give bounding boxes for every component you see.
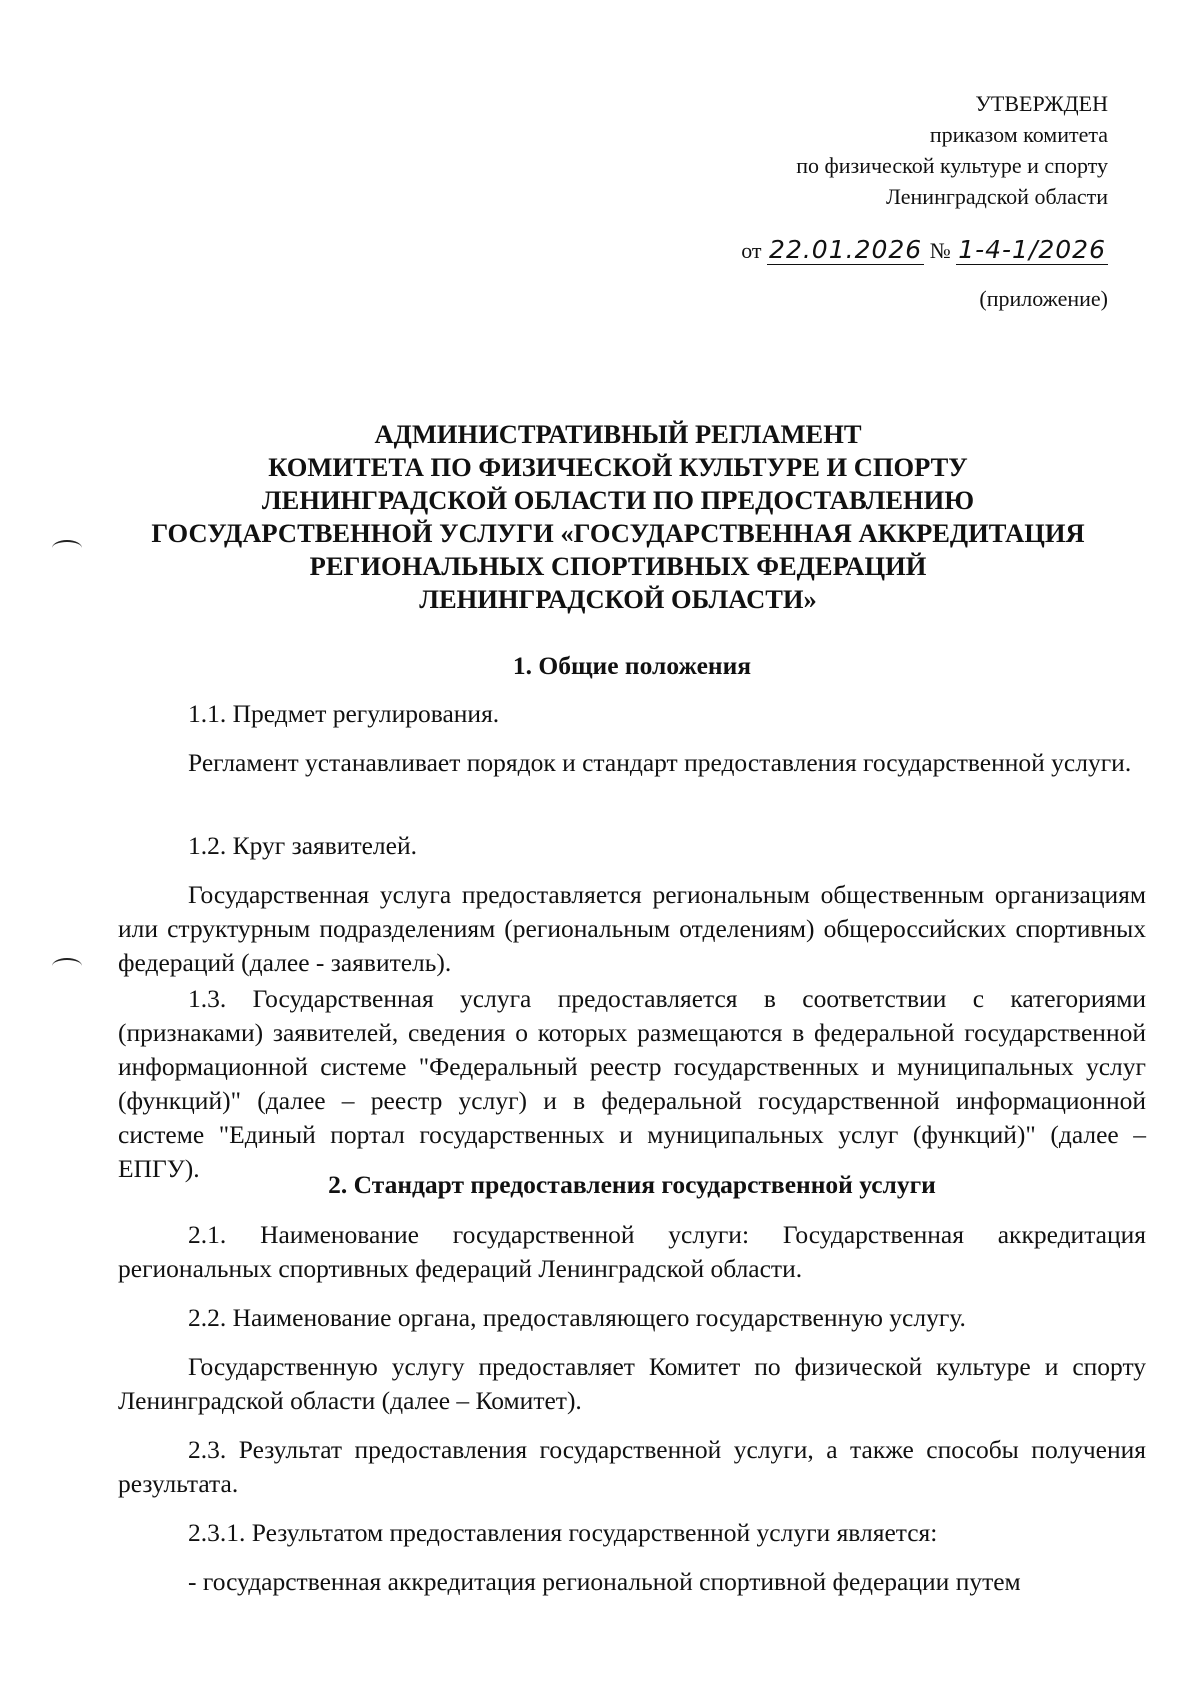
title-line-4: ГОСУДАРСТВЕННОЙ УСЛУГИ «ГОСУДАРСТВЕННАЯ АККРЕДИТАЦИЯ	[151, 518, 1085, 548]
section-2-heading: 2. Стандарт предоставления государственной услуги	[328, 1170, 936, 1199]
paragraph-2-1: 2.1. Наименование государственной услуги: Государственная аккредитация региональных спортивных федераций Ленинградской области.	[118, 1220, 1146, 1283]
approval-line-2: приказом комитета	[929, 122, 1108, 147]
title-line-2: КОМИТЕТА ПО ФИЗИЧЕСКОЙ КУЛЬТУРЕ И СПОРТУ	[268, 452, 968, 482]
paragraph-2-2-text: Государственную услугу предоставляет Комитет по физической культуре и спорту Ленинградской области (далее – Комитет).	[118, 1352, 1146, 1415]
date-prefix: от	[741, 238, 762, 263]
appendix-note: (приложение)	[979, 286, 1108, 311]
title-line-3: ЛЕНИНГРАДСКОЙ ОБЛАСТИ ПО ПРЕДОСТАВЛЕНИЮ	[261, 485, 975, 515]
section-1-heading: 1. Общие положения	[512, 651, 752, 680]
paragraph-1-2: 1.2. Круг заявителей.	[188, 831, 417, 860]
handwritten-number: 1-4-1/2026	[958, 235, 1106, 264]
title-line-1: АДМИНИСТРАТИВНЫЙ РЕГЛАМЕНТ	[374, 419, 862, 449]
handwritten-date: 22.01.2026	[769, 235, 923, 264]
paragraph-2-3-1-item: - государственная аккредитация региональной спортивной федерации путем	[188, 1567, 1021, 1596]
title-line-6: ЛЕНИНГРАДСКОЙ ОБЛАСТИ»	[419, 584, 817, 614]
paragraph-2-3: 2.3. Результат предоставления государственной услуги, а также способы получения результата.	[118, 1435, 1146, 1498]
paragraph-1-1: 1.1. Предмет регулирования.	[188, 699, 500, 728]
paragraph-2-2: 2.2. Наименование органа, предоставляющего государственную услугу.	[188, 1303, 966, 1332]
approval-line-1: УТВЕРЖДЕН	[975, 91, 1108, 116]
approval-line-3: по физической культуре и спорту	[796, 153, 1108, 178]
title-line-5: РЕГИОНАЛЬНЫХ СПОРТИВНЫХ ФЕДЕРАЦИЙ	[309, 551, 927, 581]
paragraph-1-1-text: Регламент устанавливает порядок и стандарт предоставления государственной услуги.	[188, 748, 1132, 777]
number-prefix: №	[929, 238, 951, 263]
paragraph-1-3: 1.3. Государственная услуга предоставляется в соответствии с категориями (признаками) заявителей, сведения о которых размещаются в федеральной государственной информационной системе "Федеральный реестр государственных и муниципальных услуг (функций)" (далее – реестр услуг) и в федеральной государственной информационной системе "Единый портал государственных и муниципальных услуг (функций)" (далее – ЕПГУ).	[118, 984, 1146, 1183]
document-title	[118, 418, 1118, 616]
paragraph-2-3-1: 2.3.1. Результатом предоставления государственной услуги является:	[188, 1518, 938, 1547]
punch-hole-mark	[52, 958, 82, 974]
paragraph-1-2-text: Государственная услуга предоставляется региональным общественным организациям или структурным подразделениям (региональным отделениям) общероссийских спортивных федераций (далее - заявитель).	[118, 880, 1146, 977]
approval-stamp	[608, 88, 1108, 314]
approval-date-line	[608, 230, 1108, 271]
punch-hole-mark	[52, 540, 82, 556]
approval-line-4: Ленинградской области	[886, 184, 1108, 209]
